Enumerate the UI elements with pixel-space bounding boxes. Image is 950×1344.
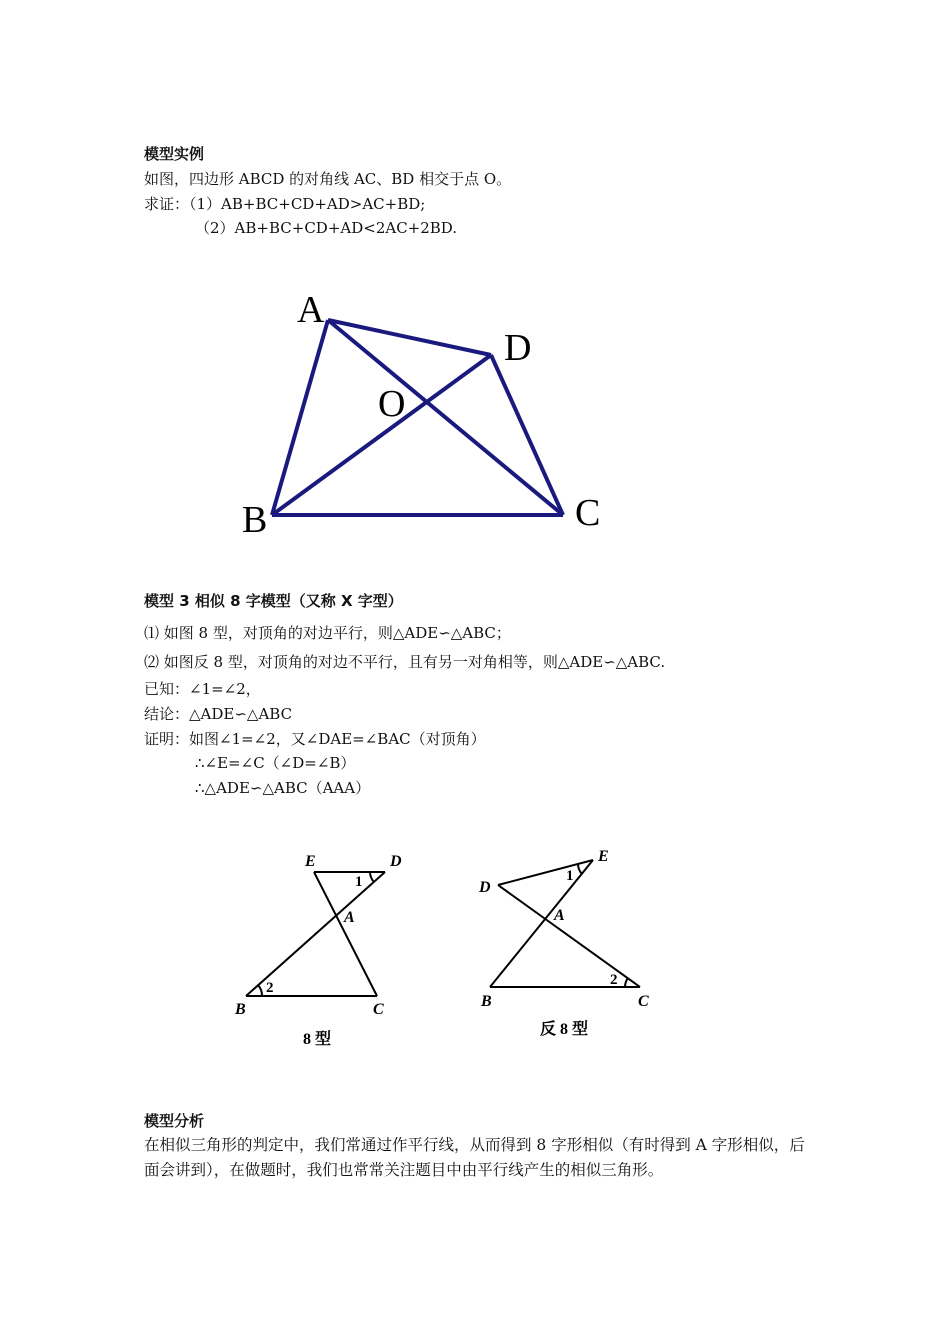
model3-proof-1: 证明：如图∠1=∠2，又∠DAE=∠BAC（对顶角） bbox=[144, 730, 486, 748]
example-prove-2: （2）AB+BC+CD+AD<2AC+2BD. bbox=[195, 219, 458, 237]
label-d: D bbox=[504, 327, 532, 369]
right-label-e: E bbox=[598, 848, 609, 865]
analysis-heading: 模型分析 bbox=[144, 1112, 205, 1130]
model3-item-2: ⑵ 如图反 8 型，对顶角的对边不平行，且有另一对角相等，则△ADE∽△ABC. bbox=[144, 653, 666, 671]
model3-proof-3: ∴△ADE∽△ABC（AAA） bbox=[195, 779, 371, 797]
model3-given: 已知：∠1=∠2， bbox=[144, 680, 261, 698]
right-label-b: B bbox=[481, 993, 492, 1010]
line-dc bbox=[498, 885, 640, 987]
model3-proof-2: ∴∠E=∠C（∠D=∠B） bbox=[195, 754, 356, 772]
angle-1-arc bbox=[578, 864, 582, 874]
example-problem: 如图，四边形 ABCD 的对角线 AC、BD 相交于点 O。 bbox=[144, 170, 512, 188]
label-o: O bbox=[378, 383, 406, 425]
model3-heading: 模型 3 相似 8 字模型（又称 X 字型） bbox=[144, 592, 403, 610]
left-label-d: D bbox=[390, 853, 402, 870]
line-eb bbox=[490, 860, 593, 987]
right-label-d: D bbox=[479, 879, 491, 896]
analysis-text: 在相似三角形的判定中，我们常通过作平行线，从而得到 8 字形相似（有时得到 A 字形相似，后面会讲到），在做题时，我们也常常关注题目中由平行线产生的相似三角形。 bbox=[144, 1136, 805, 1179]
model3-item-1: ⑴ 如图 8 型，对顶角的对边平行，则△ADE∽△ABC； bbox=[144, 624, 511, 642]
left-label-c: C bbox=[373, 1001, 384, 1018]
left-label-a: A bbox=[344, 909, 355, 926]
left-angle-2: 2 bbox=[266, 980, 274, 996]
left-label-e: E bbox=[305, 853, 316, 870]
label-b: B bbox=[242, 499, 268, 541]
right-angle-1: 1 bbox=[566, 868, 574, 884]
example-heading: 模型实例 bbox=[144, 145, 205, 163]
left-label-b: B bbox=[235, 1001, 246, 1018]
example-prove-1: 求证：（1）AB+BC+CD+AD>AC+BD; bbox=[144, 195, 426, 213]
left-caption: 8 型 bbox=[303, 1031, 332, 1048]
label-a: A bbox=[297, 289, 325, 331]
right-caption: 反 8 型 bbox=[540, 1021, 589, 1038]
model3-conclusion: 结论：△ADE∽△ABC bbox=[144, 705, 293, 723]
right-label-a: A bbox=[554, 907, 565, 924]
right-label-c: C bbox=[638, 993, 649, 1010]
label-c: C bbox=[575, 492, 601, 534]
angle-2-arc bbox=[625, 978, 628, 987]
line-de bbox=[498, 860, 593, 885]
right-angle-2: 2 bbox=[610, 972, 618, 988]
left-angle-1: 1 bbox=[355, 874, 363, 890]
